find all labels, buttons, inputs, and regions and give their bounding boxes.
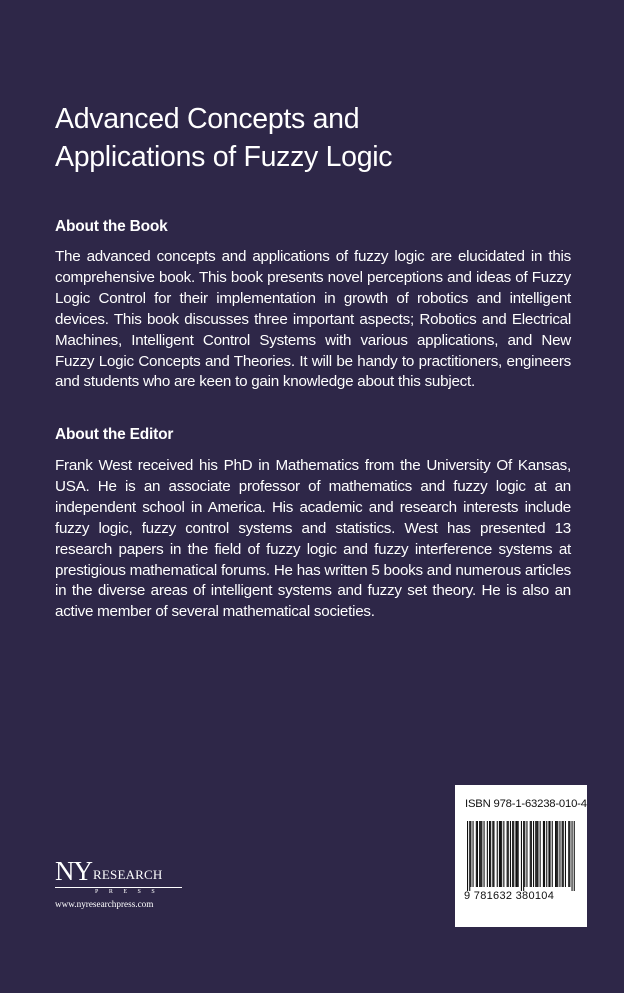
publisher-ny: NY [55, 856, 92, 886]
book-title-line-1: Advanced Concepts and [55, 103, 360, 135]
isbn-barcode-box [455, 785, 587, 927]
barcode [467, 821, 577, 891]
publisher-wordmark [55, 858, 195, 884]
about-editor-text: Frank West received his PhD in Mathematics from the University Of Kansas, USA. He is an associate professor of mathematics and fuzzy logic at an independent school in America. His academic and research interests include fuzzy logic, fuzzy control systems and statistics. West has presented 13 research papers in the field of fuzzy logic and fuzzy interference systems at prestigious mathematical forums. He has written 5 books and numerous articles in the diverse areas of intelligent systems and fuzzy set theory. He is also an active member of several mathematical societies. [55, 457, 571, 621]
publisher-research: RESEARCH [93, 867, 163, 882]
isbn-label: ISBN 978-1-63238-010-4 [465, 798, 587, 810]
book-title-line-2: Applications of Fuzzy Logic [55, 141, 393, 173]
publisher-rule [55, 887, 182, 888]
publisher-press: PRESS [95, 889, 166, 895]
publisher-logo [55, 858, 195, 909]
about-editor-heading: About the Editor [55, 426, 174, 443]
about-book-heading: About the Book [55, 218, 168, 235]
about-book-text: The advanced concepts and applications of fuzzy logic are elucidated in this comprehensive book. This book presents novel perceptions and ideas of Fuzzy Logic Control for their implementation in growth of robotics and intelligent devices. This book discusses three important aspects; Robotics and Electrical Machines, Intelligent Control Systems with various applications, and New Fuzzy Logic Concepts and Theories. It will be handy to practitioners, engineers and students who are keen to gain knowledge about this subject. [55, 248, 571, 391]
publisher-url: www.nyresearchpress.com [55, 899, 154, 909]
isbn-digits: 9 781632 380104 [464, 890, 555, 902]
book-title [55, 100, 575, 176]
